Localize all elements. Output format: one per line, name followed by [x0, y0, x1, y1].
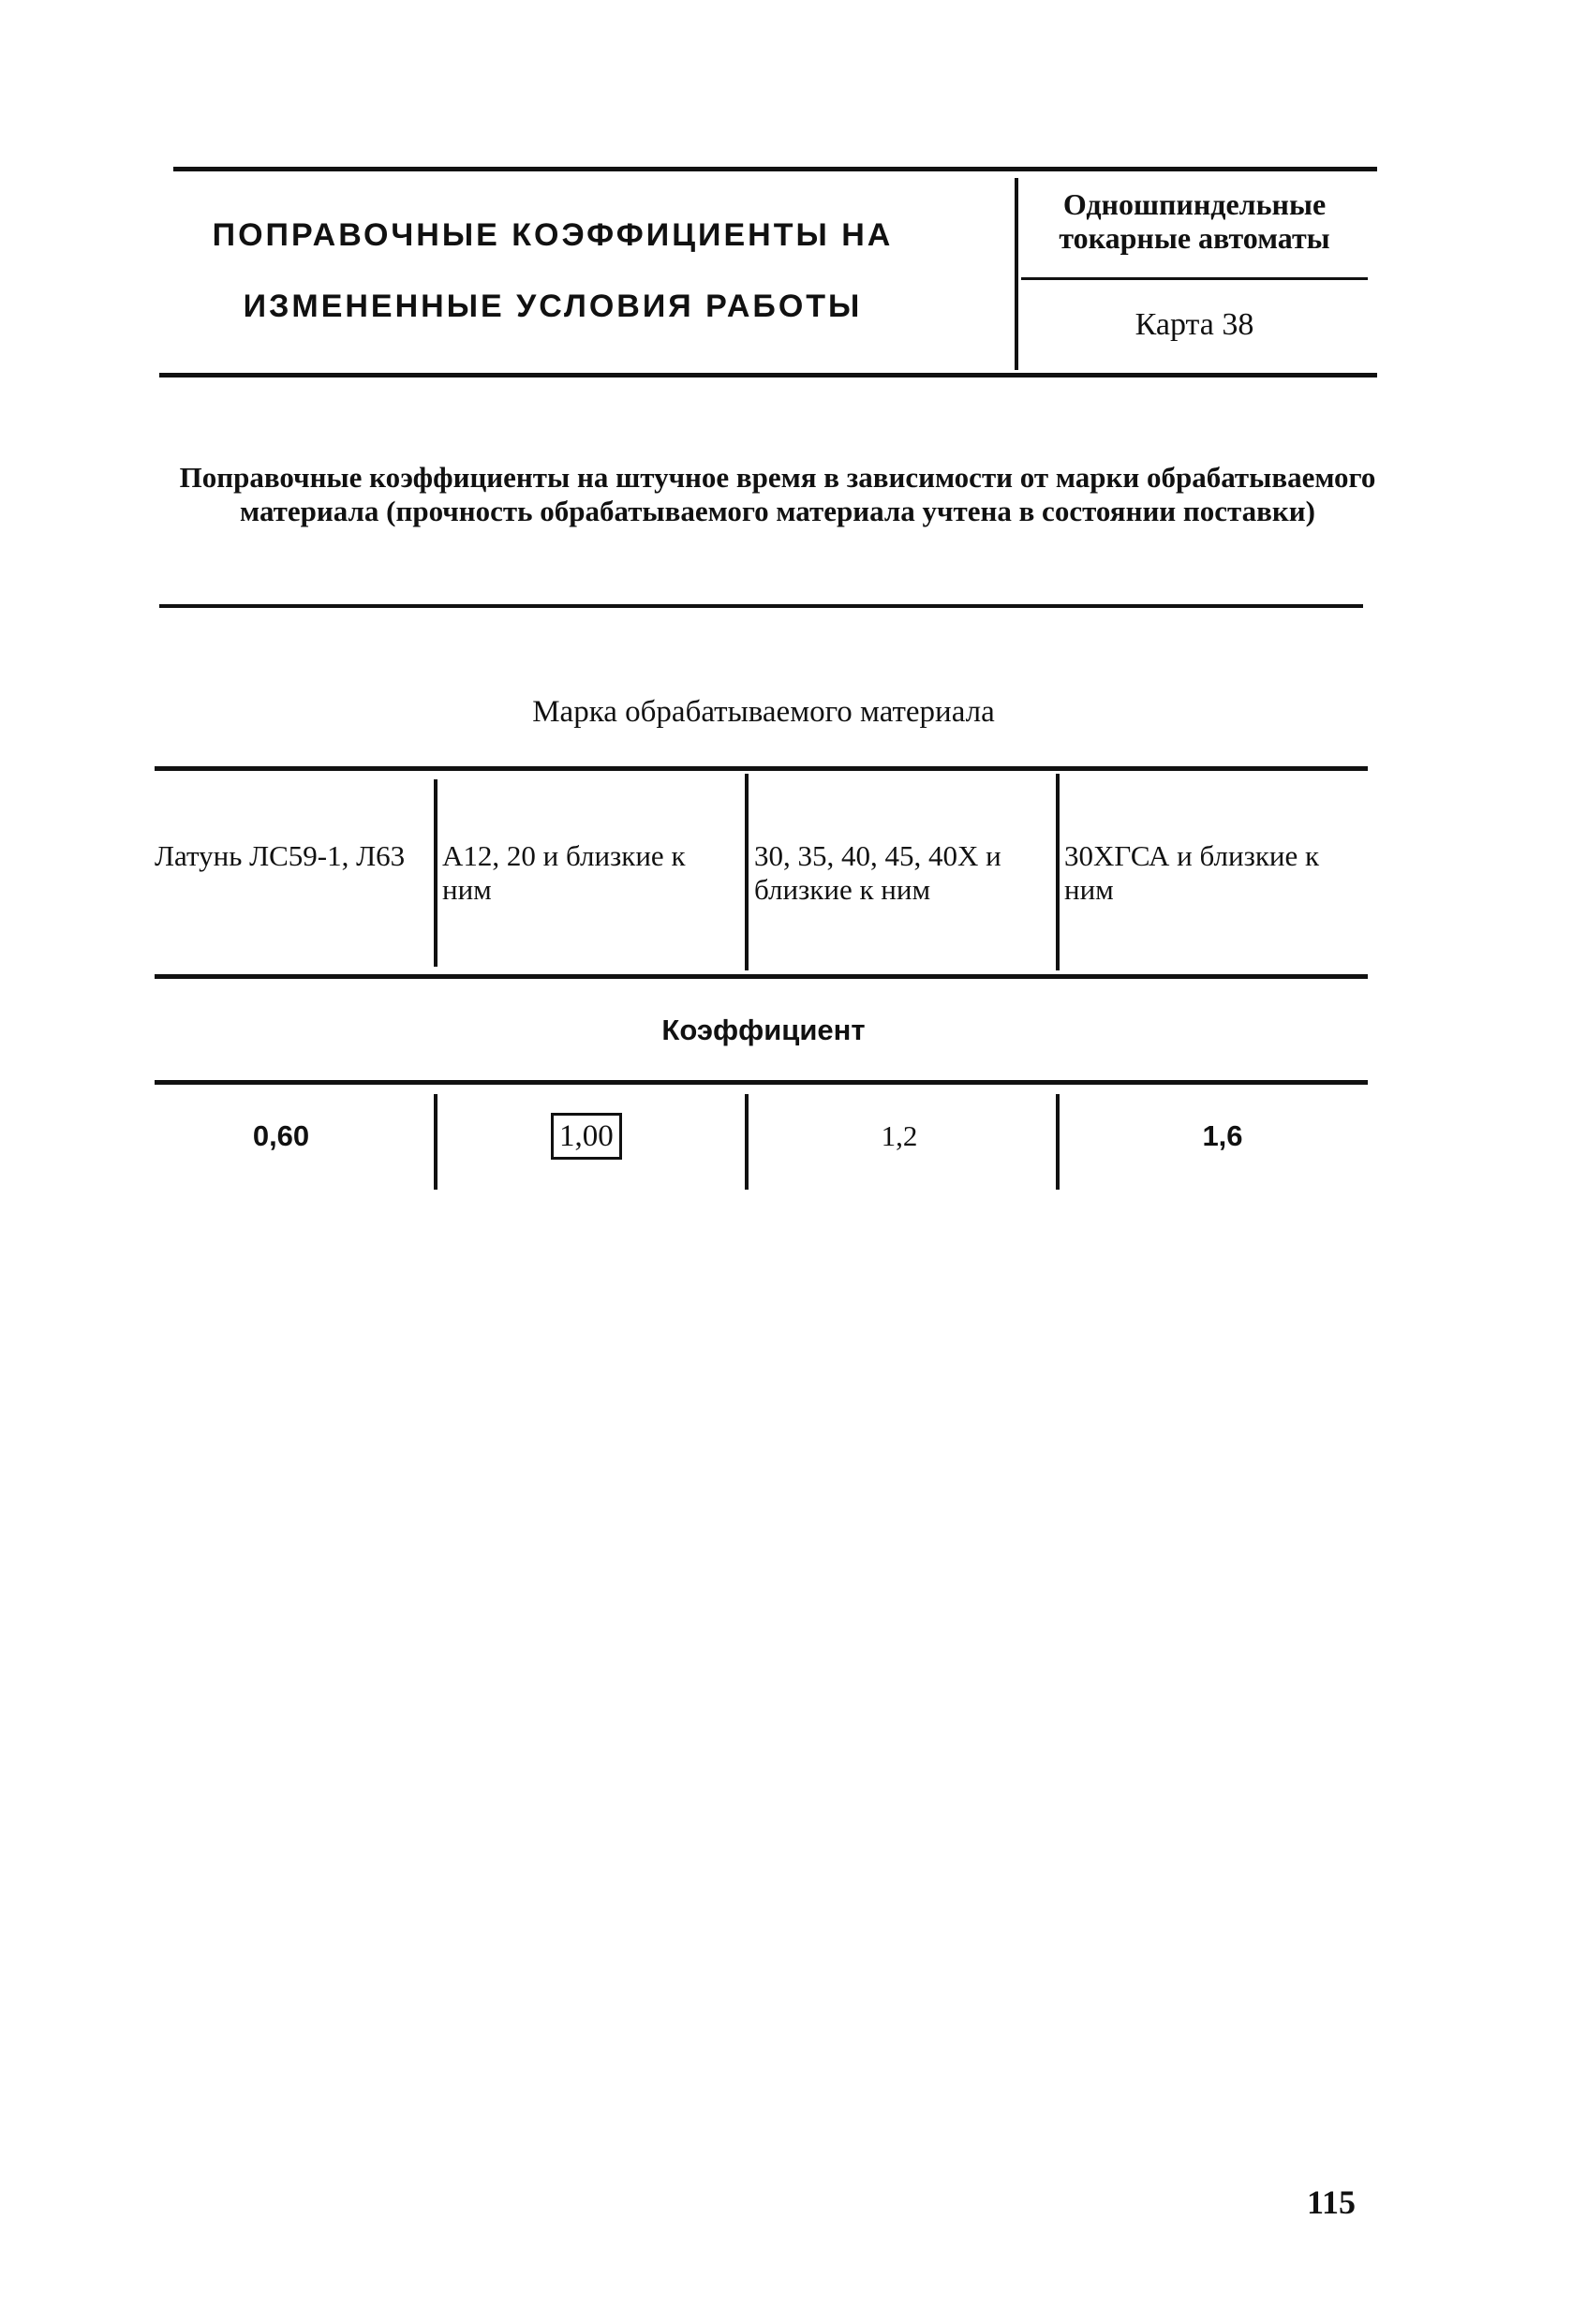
material-divider-3	[1056, 774, 1060, 970]
coefficient-header: Коэффициент	[661, 1014, 866, 1046]
coefficient-divider-1	[434, 1094, 437, 1190]
subtitle-bottom-rule	[159, 604, 1363, 608]
coefficient-value-4: 1,6	[1202, 1119, 1243, 1152]
header-bottom-rule	[159, 373, 1377, 377]
header-right-rule	[1021, 277, 1368, 280]
coefficient-value-3: 1,2	[881, 1119, 918, 1152]
table-subtitle: Поправочные коэффициенты на штучное время в зависимости от марки обрабатываемого материала (прочность обрабатываемого материала учтена в состоянии поставки)	[179, 461, 1376, 527]
material-header-rule	[155, 766, 1368, 771]
material-divider-2	[745, 774, 749, 970]
header-top-rule	[173, 167, 1377, 171]
header-title-line2: ИЗМЕНЕННЫЕ УСЛОВИЯ РАБОТЫ	[243, 289, 863, 324]
coefficient-divider-2	[745, 1094, 749, 1190]
coefficient-header-rule	[155, 1080, 1368, 1085]
card-number: Карта 38	[1135, 307, 1254, 342]
material-cell-3: 30, 35, 40, 45, 40Х и близкие к ним	[754, 839, 1001, 906]
page-number: 115	[1307, 2183, 1357, 2221]
header-title-line1: ПОПРАВОЧНЫЕ КОЭФФИЦИЕНТЫ НА	[212, 217, 894, 253]
material-cell-4: 30ХГСА и близкие к ним	[1064, 839, 1320, 906]
material-cell-1: Латунь ЛС59-1, Л63	[155, 839, 406, 872]
machine-type-label: Одношпиндельные токарные автоматы	[1059, 187, 1330, 255]
material-divider-1	[434, 779, 437, 967]
coefficient-divider-3	[1056, 1094, 1060, 1190]
coefficient-value-1: 0,60	[252, 1119, 310, 1152]
material-row-bottom-rule	[155, 974, 1368, 979]
material-header: Марка обрабатываемого материала	[532, 695, 995, 729]
coefficient-value-2-boxed: 1,00	[551, 1113, 622, 1160]
material-cell-2: А12, 20 и близкие к ним	[442, 839, 686, 906]
